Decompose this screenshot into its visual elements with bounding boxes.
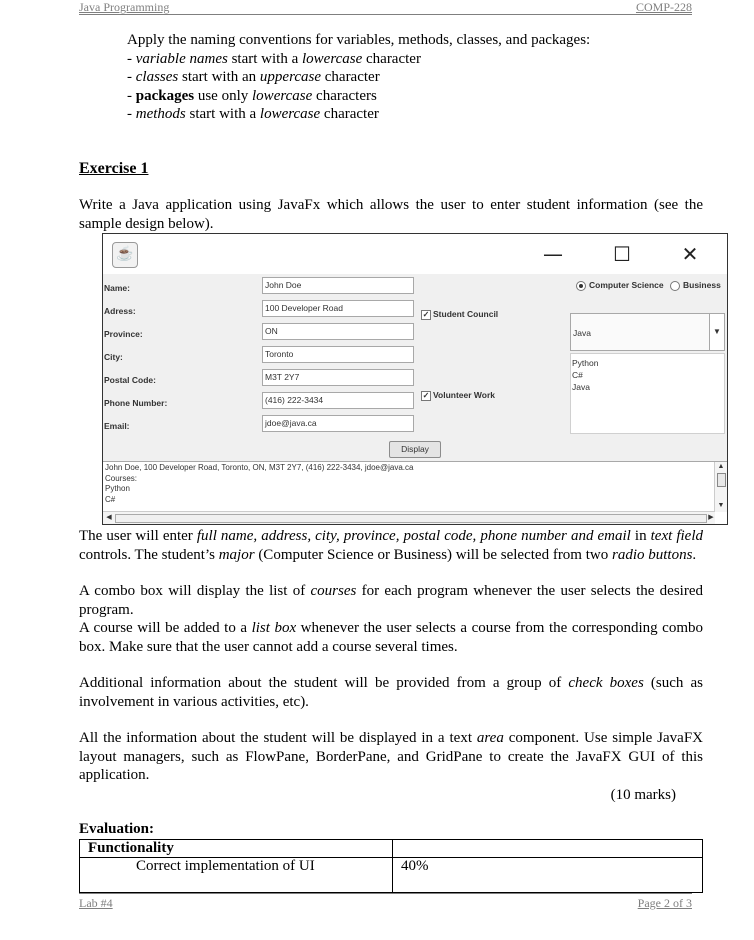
email-field[interactable]: jdoe@java.ca [262,415,414,432]
phone-label: Phone Number: [104,398,168,408]
conventions-intro: Apply the naming conventions for variables, methods, classes, and packages: [127,32,591,48]
naming-conventions [127,31,590,124]
body-text: A combo box will display the list of [79,583,311,599]
close-icon[interactable]: ✕ [681,242,699,266]
exercise-intro: Write a Java application using JavaFx which allows the user to enter student information (see the sample design below). [79,197,703,232]
body-text: whenever the user selects a course from the corresponding combo box. Make sure that the user cannot add a course several times. [79,620,704,655]
convention-item: - classes start with an uppercase character [127,69,380,85]
province-field[interactable]: ON [262,323,414,340]
maximize-icon[interactable]: ☐ [613,242,631,266]
course-combo-box[interactable] [570,313,725,351]
header-course-code: COMP-228 [635,0,692,14]
text-area-content: John Doe, 100 Developer Road, Toronto, ON, M3T 2Y7, (416) 222-3434, jdoe@java.ca Courses: Python C# [105,463,414,504]
combo-selected-value: Java [573,328,591,338]
body-text: All the information about the student will be displayed in a text [79,730,477,746]
evaluation-title: Evaluation: [79,821,155,837]
output-text-area[interactable] [103,461,727,524]
province-label: Province: [104,329,143,339]
address-label: Adress: [104,306,136,316]
empty-cell [393,840,703,858]
footer-lab-number: Lab #4 [79,896,113,910]
city-label: City: [104,352,123,362]
email-label: Email: [104,421,130,431]
emphasis-text: courses [310,583,357,599]
list-item[interactable]: C# [572,370,583,380]
page-header [79,0,692,15]
section-cell: Functionality [80,840,393,858]
body-text: (Computer Science or Business) will be selected from two [254,546,612,563]
computer-science-radio[interactable]: Computer Science [576,280,664,291]
table-row [80,840,703,858]
body-text: Additional information about the student will be provided from a group of [79,675,569,691]
emphasis-text: radio buttons [611,546,693,563]
scroll-down-icon[interactable]: ▼ [717,502,725,509]
name-field[interactable]: John Doe [262,277,414,294]
emphasis-text: full name, address, city, province, postal code, phone number and email [196,528,631,544]
weight-cell: 40% [393,858,703,893]
convention-item: - methods start with a lowercase character [127,106,379,122]
java-cup-icon: ☕ [112,242,138,268]
window-content [103,274,727,524]
sample-app-window [102,233,728,525]
vertical-scrollbar[interactable] [714,462,727,512]
body-text: component. Use simple JavaFX layout managers, such as FlowPane, BorderPane, and GridPane to create the JavaFX GUI of this application. [79,730,703,783]
page-footer [79,893,692,910]
convention-item: - variable names start with a lowercase character [127,50,421,67]
list-item[interactable]: Python [572,358,599,368]
paragraph-list-box [79,619,703,656]
convention-item: - packages use only lowercase characters [127,87,377,104]
paragraph-text-area [79,729,703,785]
scroll-thumb[interactable] [115,514,707,523]
radio-selected-icon [576,281,586,291]
emphasis-text: list box [251,620,297,636]
table-row [80,858,703,893]
business-radio[interactable]: Business [670,280,721,291]
horizontal-scrollbar[interactable] [103,511,715,524]
checkbox-check-icon: ✓ [422,390,430,400]
scroll-thumb[interactable] [717,473,726,487]
emphasis-text: major [218,546,255,563]
name-label: Name: [104,283,130,293]
footer-page-number: Page 2 of 3 [637,896,692,910]
address-field[interactable]: 100 Developer Road [262,300,414,317]
body-text: . [692,546,697,563]
evaluation-table [79,839,703,893]
postal-code-label: Postal Code: [104,375,156,385]
minimize-icon[interactable]: — [543,242,563,266]
emphasis-text: area [476,730,504,746]
city-field[interactable]: Toronto [262,346,414,363]
window-titlebar [103,234,727,274]
body-text: in [630,528,651,544]
marks-label: (10 marks) [610,787,676,803]
paragraph-text-fields [79,527,703,564]
chevron-down-icon[interactable]: ▼ [709,314,724,350]
body-text: (such as involvement in various activities, etc). [79,675,703,710]
body-text: A course will be added to a [79,620,252,636]
scroll-right-icon[interactable]: ▶ [708,514,714,521]
criterion-cell: Correct implementation of UI [80,858,393,893]
list-item[interactable]: Java [572,382,590,392]
postal-code-field[interactable]: M3T 2Y7 [262,369,414,386]
display-button[interactable]: Display [389,441,441,458]
exercise-title: Exercise 1 [79,160,149,177]
scroll-left-icon[interactable]: ◀ [106,514,112,521]
radio-unselected-icon [670,281,680,291]
paragraph-combo-box [79,582,703,619]
emphasis-text: text field [650,528,704,544]
header-course-name: Java Programming [79,0,170,14]
checkbox-check-icon: ✓ [422,309,430,319]
phone-field[interactable]: (416) 222-3434 [262,392,414,409]
body-text: The user will enter [79,528,197,544]
emphasis-text: check boxes [568,675,644,691]
body-text: for each program whenever the user selects the desired program. [79,583,704,618]
course-list-box[interactable] [570,353,725,434]
volunteer-work-checkbox[interactable]: ✓ Volunteer Work [422,390,496,400]
paragraph-check-boxes [79,674,703,711]
student-council-checkbox[interactable]: ✓ Student Council [422,309,499,319]
body-text: controls. The student’s [79,546,219,563]
scroll-up-icon[interactable]: ▲ [717,463,725,470]
